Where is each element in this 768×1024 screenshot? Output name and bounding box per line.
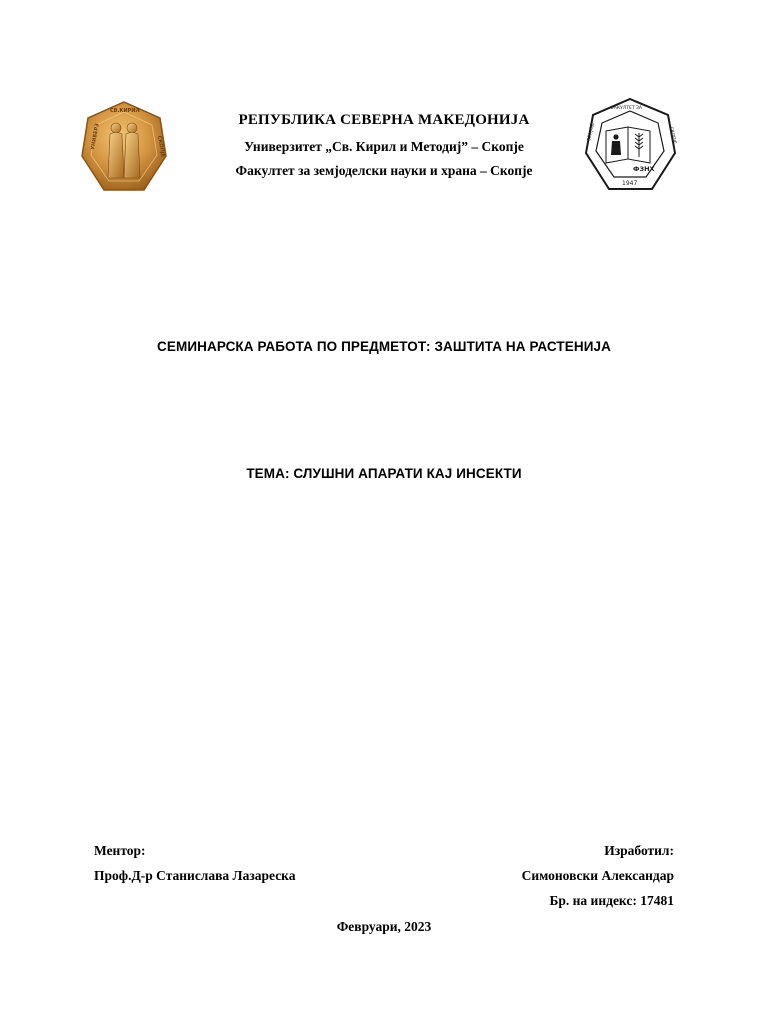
seminar-title: СЕМИНАРСКА РАБОТА ПО ПРЕДМЕТОТ: ЗАШТИТА НА РАСТЕНИЈА	[157, 339, 611, 354]
svg-text:СВ.КИРИЛ: СВ.КИРИЛ	[110, 108, 140, 114]
svg-text:1947: 1947	[622, 180, 638, 187]
topic-title: ТЕМА: СЛУШНИ АПАРАТИ КАЈ ИНСЕКТИ	[246, 466, 522, 481]
date-line: Февруари, 2023	[336, 919, 432, 934]
svg-text:ФАКУЛТЕТ ЗА: ФАКУЛТЕТ ЗА	[610, 106, 643, 111]
svg-text:УНИВЕРЗ: УНИВЕРЗ	[90, 123, 101, 151]
mentor-name: Проф.Д-р Станислава Лазареска	[94, 868, 296, 883]
university-heading: Универзитет „Св. Кирил и Методиј” – Скопје	[244, 139, 524, 154]
svg-text:СКОПЈЕ: СКОПЈЕ	[156, 135, 166, 158]
author-name: Симоновски Александар	[521, 868, 674, 883]
country-heading: РЕПУБЛИКА СЕВЕРНА МАКЕДОНИЈА	[238, 112, 530, 128]
author-index-number: Бр. на индекс: 17481	[549, 893, 674, 908]
svg-text:ФЗНХ: ФЗНХ	[633, 165, 655, 173]
svg-text:СКОПЈЕ: СКОПЈЕ	[668, 126, 677, 145]
faculty-heading: Факултет за земјоделски науки и храна – Скопје	[235, 163, 533, 178]
mentor-label: Ментор:	[94, 843, 146, 858]
author-label: Изработил:	[604, 843, 674, 858]
svg-text:ЗЕМЈОД: ЗЕМЈОД	[587, 122, 596, 142]
